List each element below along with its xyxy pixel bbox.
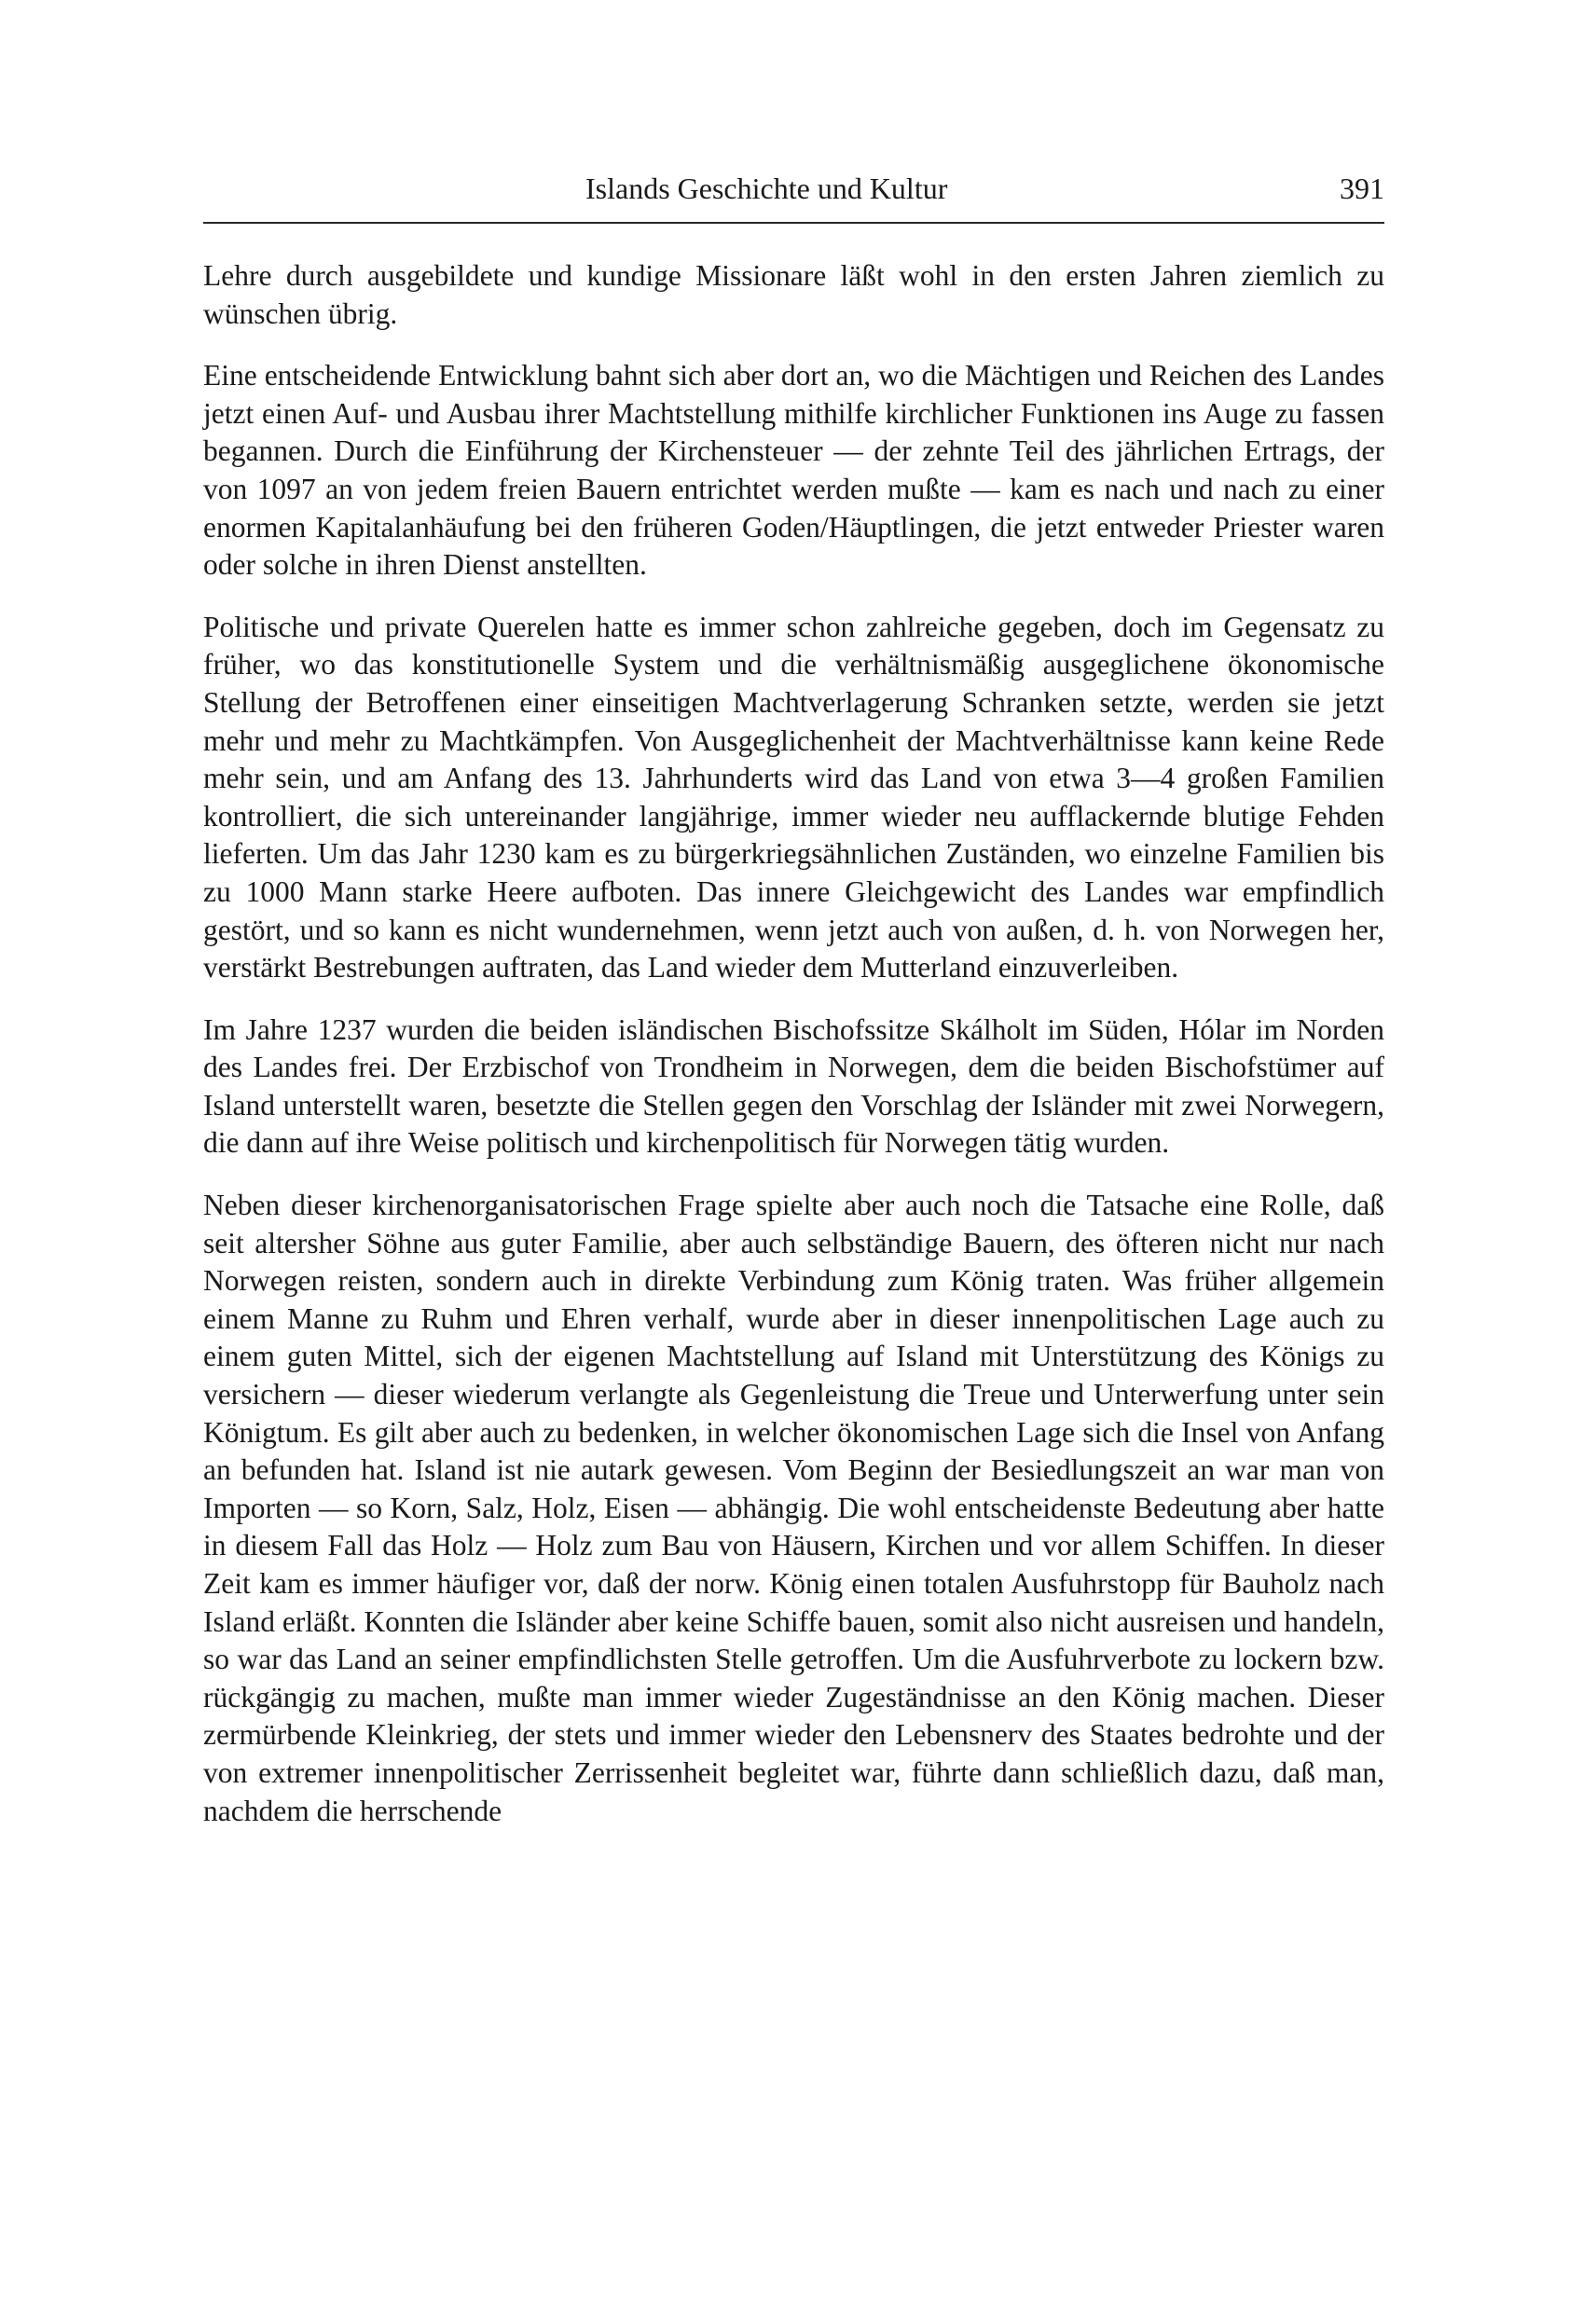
paragraph-1: Lehre durch ausgebildete und kundige Missionare läßt wohl in den ersten Jahren ziemlich zu wünschen übrig.	[203, 259, 1384, 330]
paragraph-5: Neben dieser kirchenorganisatorischen Frage spielte aber auch noch die Tatsache eine Rolle, daß seit altersher Söhne aus guter Familie, aber auch selbständige Bauern, des öfteren nicht nur nach Norwegen reisten, sondern auch in direkte Verbindung zum König traten. Was früher allgemein einem Manne zu Ruhm und Ehren verhalf, wurde aber in dieser innenpolitischen Lage auch zu einem guten Mittel, sich der eigenen Machtstellung auf Island mit Unterstützung des Königs zu versichern — dieser wiederum verlangte als Gegenleistung die Treue und Unterwerfung unter sein Königtum. Es gilt aber auch zu bedenken, in welcher ökonomischen Lage sich die Insel von Anfang an befunden hat. Island ist nie autark gewesen. Vom Beginn der Besiedlungszeit an war man von Importen — so Korn, Salz, Holz, Eisen — abhängig. Die wohl entscheidenste Bedeutung aber hatte in diesem Fall das Holz — Holz zum Bau von Häusern, Kirchen und vor allem Schiffen. In dieser Zeit kam es immer häufiger vor, daß der norw. König einen totalen Ausfuhrstopp für Bauholz nach Island erläßt. Konnten die Isländer aber keine Schiffe bauen, somit also nicht ausreisen und handeln, so war das Land an seiner empfindlichsten Stelle getroffen. Um die Ausfuhrverbote zu lockern bzw. rückgängig zu machen, mußte man immer wieder Zugeständnisse an den König machen. Dieser zermürbende Kleinkrieg, der stets und immer wieder den Lebensnerv des Staates bedrohte und der von extremer innenpolitischer Zerrissenheit begleitet war, führte dann schließlich dazu, daß man, nachdem die herrschende	[203, 1189, 1384, 1827]
paragraph-3: Politische und private Querelen hatte es immer schon zahlreiche gegeben, doch im Gegensatz zu früher, wo das konstitutionelle System und die verhältnismäßig ausgeglichene ökonomische Stellung der Betroffenen einer einseitigen Machtverlagerung Schranken setzte, werden sie jetzt mehr und mehr zu Machtkämpfen. Von Ausgeglichenheit der Machtverhältnisse kann keine Rede mehr sein, und am Anfang des 13. Jahrhunderts wird das Land von etwa 3—4 großen Familien kontrolliert, die sich untereinander langjährige, immer wieder neu aufflackernde blutige Fehden lieferten. Um das Jahr 1230 kam es zu bürgerkriegsähnlichen Zuständen, wo einzelne Familien bis zu 1000 Mann starke Heere aufboten. Das innere Gleichgewicht des Landes war empfindlich gestört, und so kann es nicht wundernehmen, wenn jetzt auch von außen, d. h. von Norwegen her, verstärkt Bestrebungen auftraten, das Land wieder dem Mutterland einzuverleiben.	[203, 610, 1384, 984]
header-rule	[203, 222, 1384, 224]
body-text	[203, 257, 1384, 1830]
paragraph-4: Im Jahre 1237 wurden die beiden isländischen Bischofssitze Skálholt im Süden, Hólar im Norden des Landes frei. Der Erzbischof von Trondheim in Norwegen, dem die beiden Bischofstümer auf Island unterstellt waren, besetzte die Stellen gegen den Vorschlag der Isländer mit zwei Norwegern, die dann auf ihre Weise politisch und kirchenpolitisch für Norwegen tätig wurden.	[203, 1012, 1384, 1160]
running-title: Islands Geschichte und Kultur	[585, 172, 948, 205]
paragraph-2: Eine entscheidende Entwicklung bahnt sich aber dort an, wo die Mächtigen und Reichen des Landes jetzt einen Auf- und Ausbau ihrer Machtstellung mithilfe kirchlicher Funktionen ins Auge zu fassen begannen. Durch die Einführung der Kirchensteuer — der zehnte Teil des jährlichen Ertrags, der von 1097 an von jedem freien Bauern entrichtet werden mußte — kam es nach und nach zu einer enormen Kapitalanhäufung bei den früheren Goden/Häuptlingen, die jetzt entweder Priester waren oder solche in ihren Dienst anstellten.	[203, 359, 1384, 582]
page-number: 391	[1340, 172, 1384, 205]
running-head	[203, 170, 1384, 216]
